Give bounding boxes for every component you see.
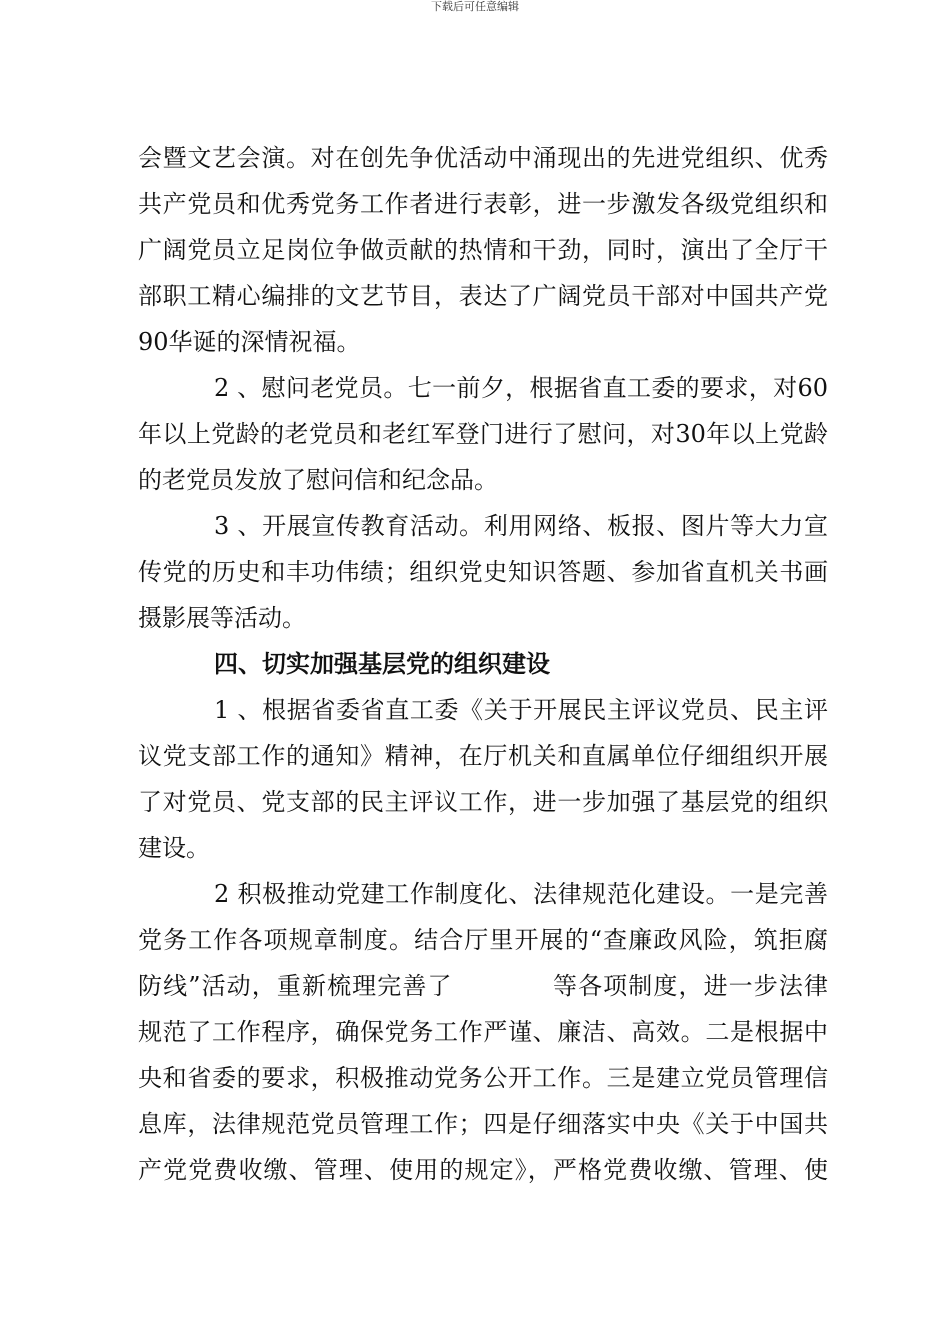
- section-heading: 四、切实加强基层党的组织建设: [214, 650, 550, 678]
- paragraph-line: 年以上党龄的老党员和老红军登门进行了慰问，对30年以上党龄: [138, 420, 828, 448]
- paragraph-line: 产党党费收缴、管理、使用的规定》，严格党费收缴、管理、使: [138, 1156, 828, 1184]
- paragraph-line: 防线”活动，重新梳理完善了 等各项制度，进一步法律: [138, 972, 828, 1000]
- paragraph-line: 90华诞的深情祝福。: [138, 328, 361, 356]
- paragraph-line: 传党的历史和丰功伟绩；组织党史知识答题、参加省直机关书画: [138, 558, 828, 586]
- paragraph-line: 1 、根据省委省直工委《关于开展民主评议党员、民主评: [214, 696, 828, 724]
- paragraph-line: 3 、开展宣传教育活动。利用网络、板报、图片等大力宣: [214, 512, 828, 540]
- paragraph-line: 广阔党员立足岗位争做贡献的热情和干劲，同时，演出了全厅干: [138, 236, 828, 264]
- paragraph-line: 的老党员发放了慰问信和纪念品。: [138, 466, 498, 494]
- paragraph-line: 2 、慰问老党员。七一前夕，根据省直工委的要求，对60: [214, 374, 828, 402]
- paragraph-line: 党务工作各项规章制度。结合厅里开展的“查廉政风险，筑拒腐: [138, 926, 828, 954]
- paragraph-line: 共产党员和优秀党务工作者进行表彰，进一步激发各级党组织和: [138, 190, 828, 218]
- paragraph-line: 议党支部工作的通知》精神，在厅机关和直属单位仔细组织开展: [138, 742, 828, 770]
- paragraph-line: 部职工精心编排的文艺节目，表达了广阔党员干部对中国共产党: [138, 282, 828, 310]
- paragraph-line: 2 积极推动党建工作制度化、法律规范化建设。一是完善: [214, 880, 828, 908]
- paragraph-line: 央和省委的要求，积极推动党务公开工作。三是建立党员管理信: [138, 1064, 828, 1092]
- paragraph-line: 息库，法律规范党员管理工作；四是仔细落实中央《关于中国共: [138, 1110, 828, 1138]
- paragraph-line: 建设。: [138, 834, 210, 862]
- paragraph-line: 了对党员、党支部的民主评议工作，进一步加强了基层党的组织: [138, 788, 828, 816]
- paragraph-line: 规范了工作程序，确保党务工作严谨、廉洁、高效。二是根据中: [138, 1018, 828, 1046]
- paragraph-line: 摄影展等活动。: [138, 604, 306, 632]
- page-header: 下载后可任意编辑: [431, 0, 519, 13]
- paragraph-line: 会暨文艺会演。对在创先争优活动中涌现出的先进党组织、优秀: [138, 144, 828, 172]
